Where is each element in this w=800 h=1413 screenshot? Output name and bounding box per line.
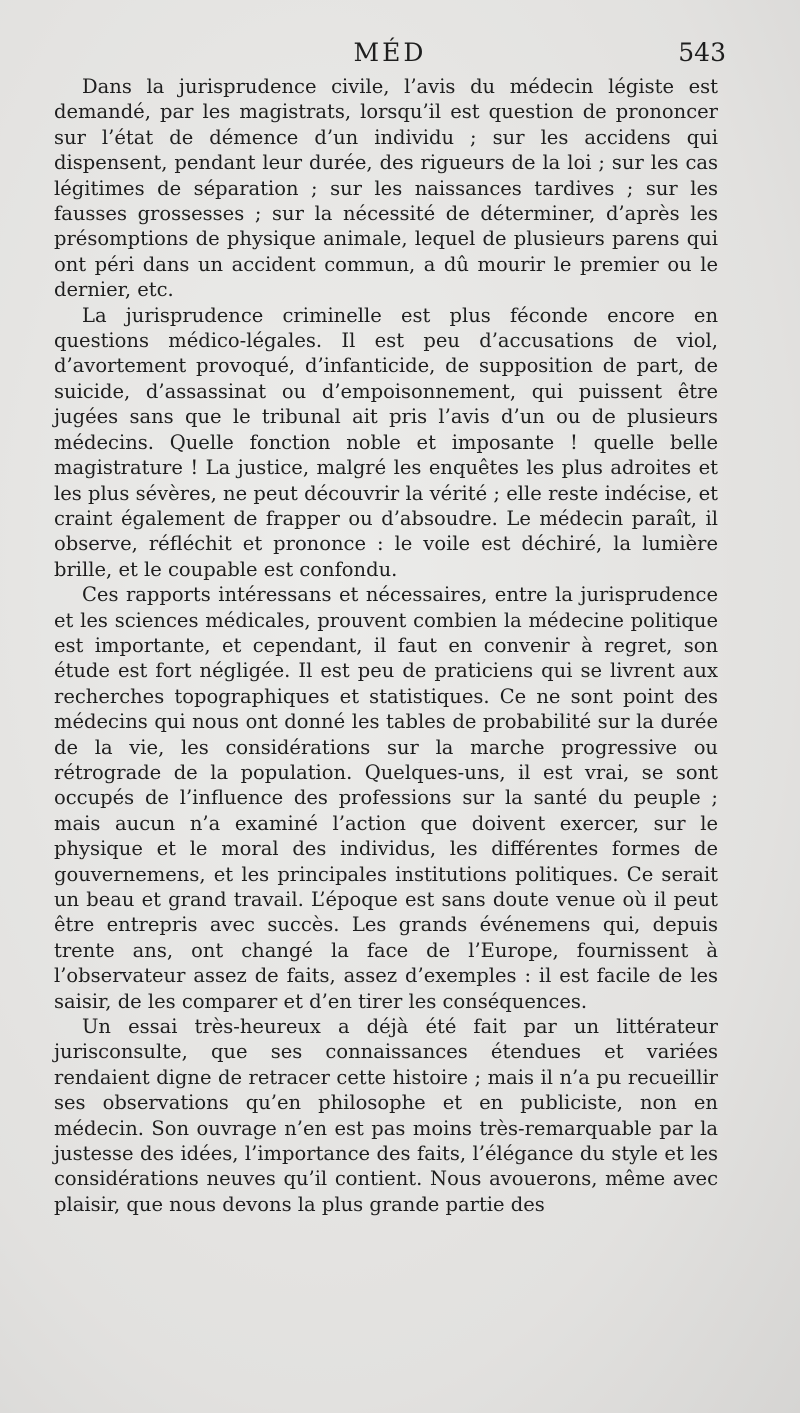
paragraph-criminal-jurisprudence: La jurisprudence criminelle est plus féconde encore en questions médico-légales. Il est peu d’accusations de viol, d’avortement provoqué, d’infanticide, de supposition de part, de suicide, d’assassinat ou d’empoisonnement, qui puissent être jugées sans que le tribunal ait pris l’avis d’un ou de plusieurs médecins. Quelle fonction noble et imposante ! quelle belle magistrature ! La justice, malgré les enquêtes les plus adroites et les plus sévères, ne peut découvrir la vérité ; elle reste indécise, et craint également de frapper ou d’absoudre. Le médecin paraît, il observe, réfléchit et prononce : le voile est déchiré, la lumière brille, et le coupable est confondu. <box>54 303 718 581</box>
paragraph-political-medicine: Ces rapports intéressans et nécessaires, entre la jurisprudence et les sciences médicales, prouvent combien la médecine politique est importante, et cependant, il faut en convenir à regret, son étude est fort négligée. Il est peu de praticiens qui se livrent aux recherches topographiques et statistiques. Ce ne sont point des médecins qui nous ont donné les tables de probabilité sur la durée de la vie, les considérations sur la marche progressive ou rétrograde de la population. Quelques-uns, il est vrai, se sont occupés de l’influence des professions sur la santé du peuple ; mais aucun n’a examiné l’action que doivent exercer, sur le physique et le moral des individus, les différentes formes de gouvernemens, et les principales institutions politiques. Ce serait un beau et grand travail. L’époque est sans doute venue où il peut être entrepris avec succès. Les grands événemens qui, depuis trente ans, ont changé la face de l’Europe, fournissent à l’observateur assez de faits, assez d’exemples : il est facile de les saisir, de les comparer et d’en tirer les conséquences. <box>54 583 718 1013</box>
page-header <box>54 38 726 72</box>
body-text <box>54 74 718 1217</box>
paragraph-civil-jurisprudence: Dans la jurisprudence civile, l’avis du médecin légiste est demandé, par les magistrats, lorsqu’il est question de prononcer sur l’état de démence d’un individu ; sur les accidens qui dispensent, pendant leur durée, des rigueurs de la loi ; sur les cas légitimes de séparation ; sur les naissances tardives ; sur les fausses grossesses ; sur la nécessité de déterminer, d’après les présomptions de physique animale, lequel de plusieurs parens qui ont péri dans un accident commun, a dû mourir le premier ou le dernier, etc. <box>54 75 718 302</box>
paragraph-essay: Un essai très-heureux a déjà été fait par un littérateur jurisconsulte, que ses connaissances étendues et variées rendaient digne de retracer cette histoire ; mais il n’a pu recueillir ses observations qu’en philosophe et en publiciste, non en médecin. Son ouvrage n’en est pas moins très-remarquable par la justesse des idées, l’importance des faits, l’élégance du style et les considérations neuves qu’il contient. Nous avouerons, même avec plaisir, que nous devons la plus grande partie des <box>54 1015 718 1216</box>
running-head: MÉD <box>353 38 427 67</box>
page-number: 543 <box>678 38 726 67</box>
